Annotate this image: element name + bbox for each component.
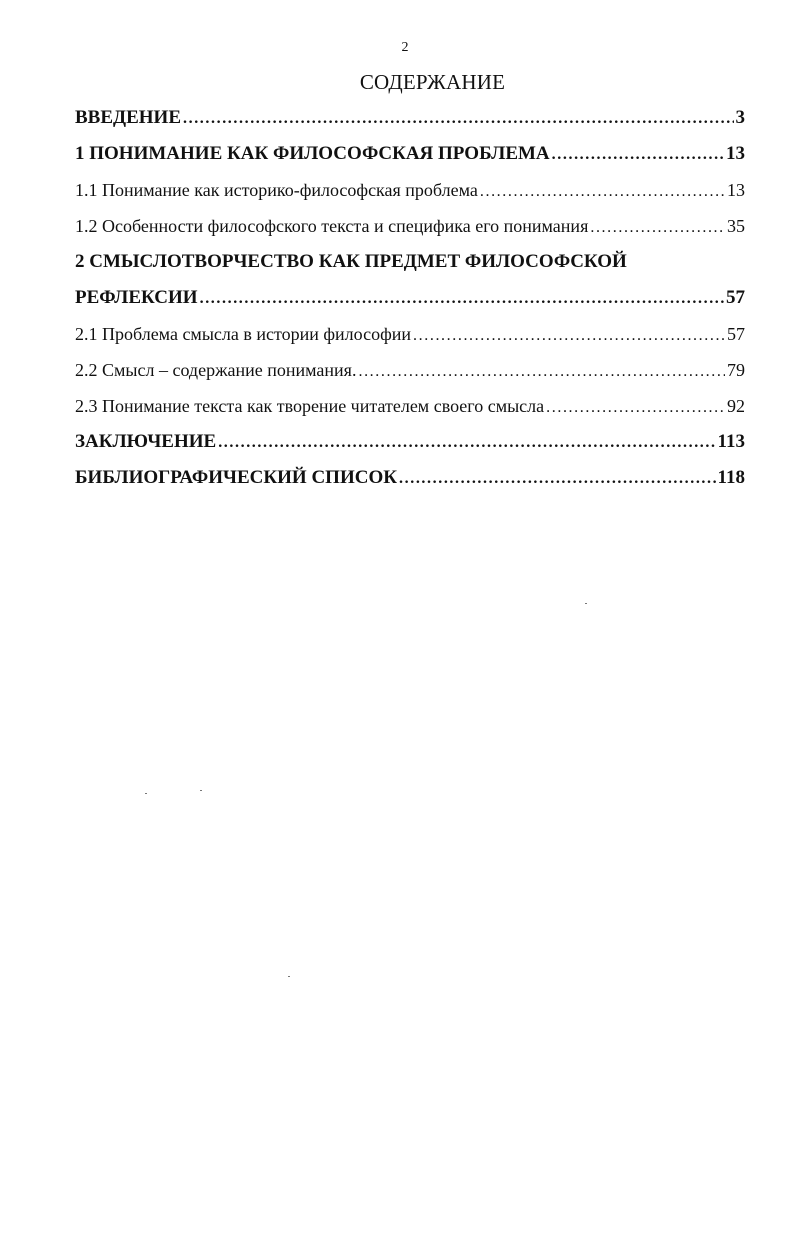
dot-leader [552, 137, 724, 173]
toc-entry-label: 2 СМЫСЛОТВОРЧЕСТВО КАК ПРЕДМЕТ ФИЛОСОФСКОЙ [75, 251, 627, 272]
dot-leader [200, 281, 724, 317]
toc-entry-label: РЕФЛЕКСИИ [75, 287, 198, 308]
toc-entry-section-2-3[interactable] [75, 388, 745, 424]
toc-entry-chapter-2-line-2[interactable] [75, 280, 745, 316]
dot-leader [399, 461, 716, 497]
toc-entry-bibliography[interactable] [75, 460, 745, 496]
toc-entry-page: 13 [727, 180, 745, 200]
scan-speck [585, 603, 587, 604]
table-of-contents [75, 100, 745, 496]
toc-entry-page: 57 [727, 324, 745, 344]
dot-leader [480, 174, 725, 210]
toc-entry-section-2-1[interactable] [75, 316, 745, 352]
scan-speck [288, 976, 290, 977]
dot-leader [183, 101, 734, 137]
toc-entry-section-1-2[interactable] [75, 208, 745, 244]
toc-entry-label: 2.3 Понимание текста как творение читателем своего смысла [75, 396, 545, 416]
toc-entry-label: 1.2 Особенности философского текста и специфика его понимания [75, 216, 589, 236]
dot-leader [590, 210, 725, 246]
toc-entry-introduction[interactable] [75, 100, 745, 136]
scan-speck [200, 790, 202, 791]
scan-speck [145, 793, 147, 794]
toc-entry-page: 57 [726, 287, 745, 308]
dot-leader [218, 425, 715, 461]
dot-leader [358, 354, 725, 390]
toc-entry-chapter-2-line-1[interactable] [75, 244, 745, 280]
toc-entry-page: 13 [726, 143, 745, 164]
toc-entry-label: 1 ПОНИМАНИЕ КАК ФИЛОСОФСКАЯ ПРОБЛЕМА [75, 143, 550, 164]
dot-leader [546, 390, 725, 426]
toc-entry-section-2-2[interactable] [75, 352, 745, 388]
toc-title: СОДЕРЖАНИЕ [359, 70, 506, 94]
toc-entry-page: 35 [727, 216, 745, 236]
toc-entry-page: 3 [735, 107, 745, 128]
toc-entry-page: 92 [727, 396, 745, 416]
toc-entry-page: 113 [717, 431, 745, 452]
toc-entry-section-1-1[interactable] [75, 172, 745, 208]
toc-entry-label: 1.1 Понимание как историко-философская проблема [75, 180, 478, 200]
toc-entry-label: ЗАКЛЮЧЕНИЕ [75, 431, 217, 452]
toc-entry-label: 2.1 Проблема смысла в истории философии [75, 324, 412, 344]
toc-entry-label: БИБЛИОГРАФИЧЕСКИЙ СПИСОК [75, 467, 398, 488]
toc-entry-chapter-1[interactable] [75, 136, 745, 172]
toc-entry-label: 2.2 Смысл – содержание понимания. [75, 360, 357, 380]
toc-entry-label: ВВЕДЕНИЕ [75, 107, 181, 128]
page-number: 2 [401, 40, 409, 55]
dot-leader [413, 318, 725, 354]
toc-entry-page: 118 [717, 467, 745, 488]
toc-entry-page: 79 [727, 360, 745, 380]
toc-entry-conclusion[interactable] [75, 424, 745, 460]
